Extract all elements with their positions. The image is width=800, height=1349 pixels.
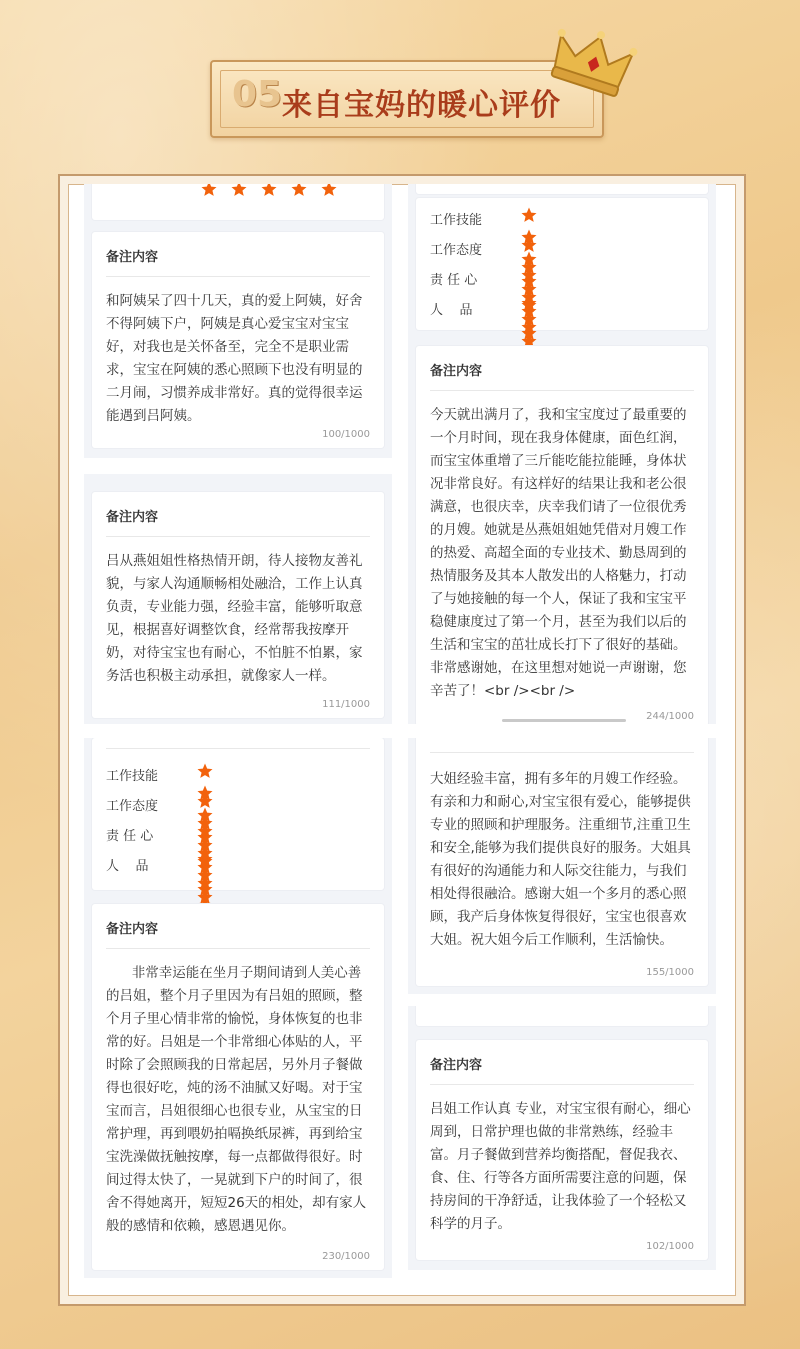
rating-label: 人 品 xyxy=(106,859,149,874)
character-count: 102/1000 xyxy=(646,1241,694,1252)
section-number: 05 xyxy=(232,74,283,115)
star-icon xyxy=(520,266,538,284)
rating-label: 责 任 心 xyxy=(430,273,478,288)
star-icon xyxy=(196,762,214,780)
star-icon xyxy=(196,852,214,870)
star-icon xyxy=(196,792,214,810)
review-card-title: 备注内容 xyxy=(106,922,159,937)
review-screenshot-3 xyxy=(84,738,392,1278)
rating-stars-partial xyxy=(200,184,350,202)
star-icon xyxy=(260,184,278,198)
character-count: 111/1000 xyxy=(322,699,370,710)
divider xyxy=(106,748,370,749)
rating-label: 工作技能 xyxy=(106,769,159,784)
review-screenshot-5 xyxy=(408,738,716,994)
star-icon xyxy=(320,184,338,198)
review-text: 非常幸运能在坐月子期间请到人美心善的吕姐，整个月子里因为有吕姐的照顾，整个月子里心情非常的愉悦，身体恢复的也非常的好。吕姐是一个非常细心体贴的人，平时除了会照顾我的日常起居，另外月子餐做得也很好吃，炖的汤不油腻又好喝。对于宝宝而言，吕姐很细心也很专业，从宝宝的日常护理，再到喂奶拍嗝换纸尿裤，再到给宝宝洗澡做抚触按摩，每一点都做得很好。时间过得太快了，一晃就到下户的时间了，很舍不得她离开，短短26天的相处，却有家人般的感情和依赖，感恩遇见你。 xyxy=(106,965,367,1234)
horizontal-scrollbar[interactable] xyxy=(502,719,626,722)
section-title: 来自宝妈的暖心评价 xyxy=(282,88,561,123)
review-card-title: 备注内容 xyxy=(106,510,159,525)
rating-label: 工作态度 xyxy=(106,799,159,814)
review-text: 吕姐工作认真 专业，对宝宝很有耐心，细心周到，日常护理也做的非常熟练，经验丰富。月子餐做到营养均衡搭配，督促我衣、食、住、行等各方面所需要注意的问题，保持房间的干净舒适，让我体验了一个轻松又科学的月子。 xyxy=(430,1101,691,1232)
divider xyxy=(430,752,694,753)
review-text: 和阿姨呆了四十几天，真的爱上阿姨，好舍不得阿姨下户，阿姨是真心爱宝宝对宝宝好，对我也是关怀备至，完全不是职业需求，宝宝在阿姨的悉心照顾下也没有明显的二月闹，习惯养成非常好。真的觉得很幸运能遇到吕阿姨。 xyxy=(106,293,363,424)
divider xyxy=(430,390,694,391)
rating-label: 责 任 心 xyxy=(106,829,154,844)
review-card xyxy=(416,346,708,724)
review-card xyxy=(92,232,384,448)
review-text: 吕从燕姐姐性格热情开朗，待人接物友善礼貌，与家人沟通顺畅相处融洽，工作上认真负责，专业能力强，经验丰富，能够听取意见，根据喜好调整饮食，经常帮我按摩开奶，对待宝宝也有耐心，不怕脏不怕累，家务活也积极主动承担，就像家人一样。 xyxy=(106,553,363,684)
rating-label: 人 品 xyxy=(430,303,473,318)
rating-card xyxy=(92,738,384,890)
review-card xyxy=(416,738,708,986)
star-icon xyxy=(520,296,538,314)
section-header xyxy=(210,60,600,134)
review-screenshot-4 xyxy=(408,184,716,724)
crown-icon xyxy=(548,28,638,98)
rating-card-cut xyxy=(92,184,384,220)
review-screenshot-6 xyxy=(408,1006,716,1270)
review-card xyxy=(92,904,384,1270)
review-card-title: 备注内容 xyxy=(430,1058,483,1073)
character-count: 100/1000 xyxy=(322,429,370,440)
divider xyxy=(430,1084,694,1085)
star-icon xyxy=(230,184,248,198)
star-icon xyxy=(520,206,538,224)
review-card xyxy=(92,492,384,718)
character-count: 155/1000 xyxy=(646,967,694,978)
review-card xyxy=(416,1040,708,1260)
review-screenshot-2 xyxy=(84,474,392,724)
review-text: 大姐经验丰富，拥有多年的月嫂工作经验。有亲和力和耐心,对宝宝很有爱心，能够提供专业的照顾和护理服务。注重细节,注重卫生和安全,能够为我们提供良好的服务。大姐具有很好的沟通能力和人际交往能力，与我们相处得很融洽。感谢大姐一个多月的悉心照顾，我产后身体恢复得很好，宝宝也很喜欢大姐。祝大姐今后工作顺利，生活愉快。 xyxy=(430,771,691,948)
star-icon xyxy=(196,874,214,892)
star-icon xyxy=(290,184,308,198)
star-icon xyxy=(196,822,214,840)
card-cut xyxy=(416,184,708,194)
divider xyxy=(106,276,370,277)
rating-card xyxy=(416,198,708,330)
rating-label: 工作态度 xyxy=(430,243,483,258)
star-icon xyxy=(520,318,538,336)
review-card-title: 备注内容 xyxy=(106,250,159,265)
rating-label: 工作技能 xyxy=(430,213,483,228)
divider xyxy=(106,536,370,537)
review-screenshot-1 xyxy=(84,184,392,458)
star-icon xyxy=(520,236,538,254)
character-count: 244/1000 xyxy=(646,711,694,722)
divider xyxy=(106,948,370,949)
character-count: 230/1000 xyxy=(322,1251,370,1262)
star-icon xyxy=(200,184,218,198)
review-text: 今天就出满月了，我和宝宝度过了最重要的一个月时间，现在我身体健康，面色红润，而宝宝体重增了三斤能吃能拉能睡，身体状况非常良好。有这样好的结果让我和老公很满意，也很庆幸，庆幸我们请了一位很优秀的月嫂。她就是丛燕姐姐她凭借对月嫂工作的热爱、高超全面的专业技术、勤恳周到的热情服务及其本人散发出的人格魅力，打动了与她接触的每一个人，保证了我和宝宝平稳健康度过了第一个月，甚至为我们以后的生活和宝宝的茁壮成长打下了很好的基础。非常感谢她，在这里想对她说一声谢谢，您辛苦了！<br /><br /> xyxy=(430,407,687,699)
card-cut xyxy=(416,1006,708,1026)
review-card-title: 备注内容 xyxy=(430,364,483,379)
